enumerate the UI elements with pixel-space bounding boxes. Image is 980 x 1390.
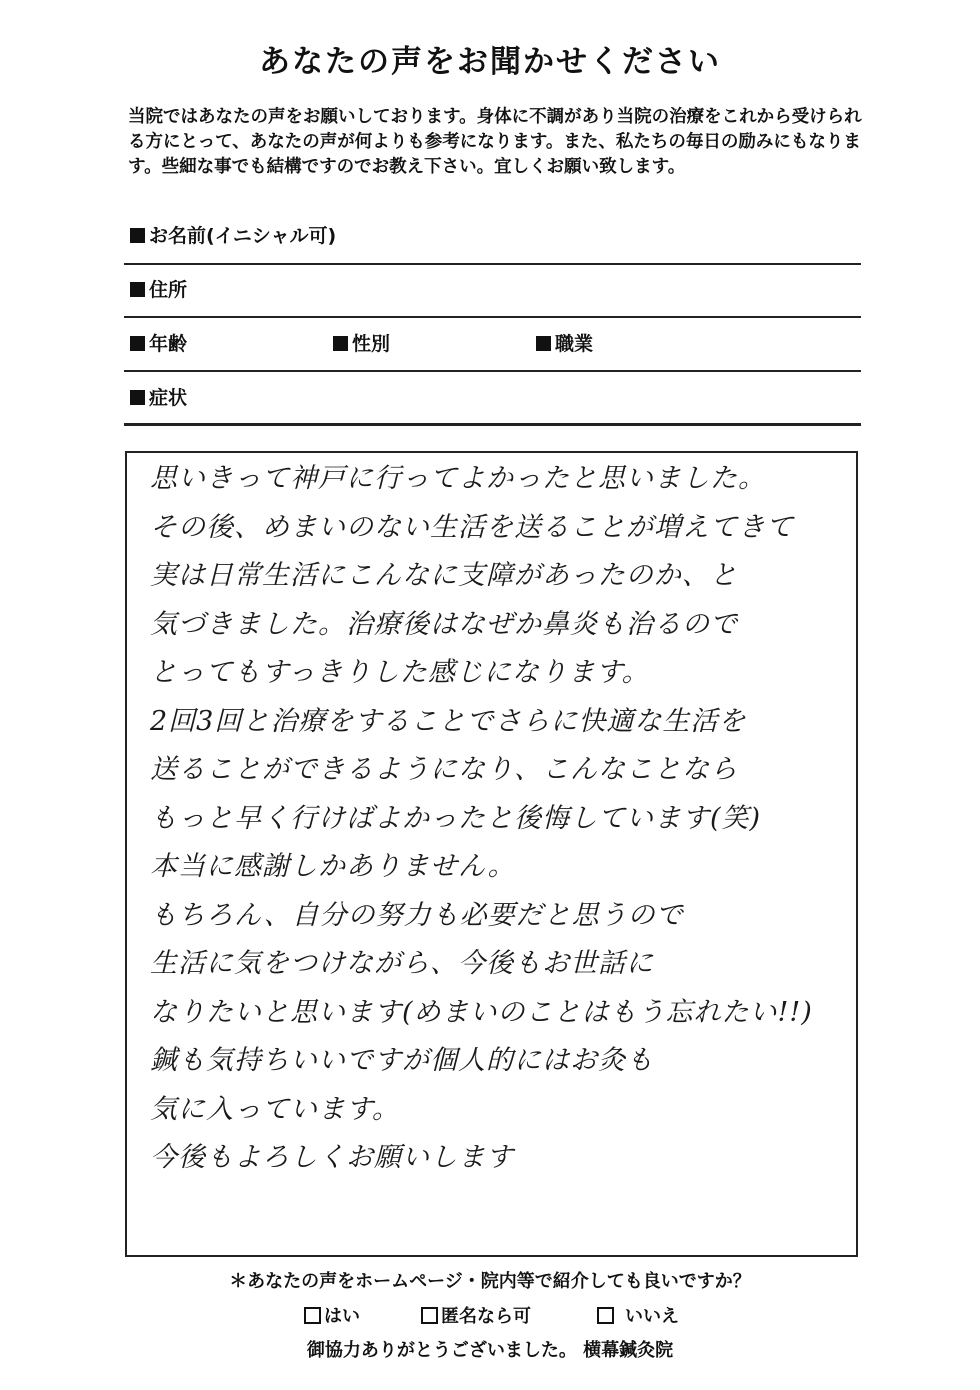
address-field-label: 住所 [130, 278, 187, 302]
symptoms-rule [124, 423, 861, 426]
handwritten-line: 今後もよろしくお願いします [150, 1142, 514, 1173]
consent-option-anonymous[interactable]: 匿名なら可 [421, 1302, 531, 1328]
handwritten-line: 送ることができるようになり、こんなことなら [150, 754, 738, 785]
handwritten-line: 鍼も気持ちいいですが個人的にはお灸も [150, 1045, 654, 1076]
handwritten-line: その後、めまいのない生活を送ることが増えてきて [150, 511, 794, 543]
square-bullet-icon [333, 336, 348, 351]
square-bullet-icon [130, 228, 145, 243]
checkbox-icon[interactable] [304, 1307, 321, 1324]
age-gender-occupation-rule [124, 370, 861, 372]
handwritten-line: 思いきって神戸に行ってよかったと思いました。 [150, 463, 766, 494]
handwritten-line: 生活に気をつけながら、今後もお世話に [150, 948, 654, 979]
handwritten-line: 気づきました。治療後はなぜか鼻炎も治るので [150, 608, 738, 640]
handwritten-line: 2回3回と治療をすることでさらに快適な生活を [150, 705, 747, 737]
square-bullet-icon [130, 390, 145, 405]
handwritten-line: 本当に感謝しかありません。 [150, 851, 516, 882]
handwritten-line: もちろん、自分の努力も必要だと思うので [150, 899, 684, 931]
page-title: あなたの声をお聞かせください [259, 44, 721, 80]
intro-text: 当院ではあなたの声をお願いしております。身体に不調があり当院の治療をこれから受けられる方にとって、あなたの声が何よりも参考になります。また、私たちの毎日の励みにもなります。些細な事でも結構ですのでお教え下さい。宜しくお願い致します。 [128, 107, 862, 177]
handwritten-line: 気に入っています。 [150, 1093, 400, 1125]
symptoms-field-label: 症状 [130, 386, 187, 410]
gender-field-label: 性別 [333, 332, 390, 356]
thanks-footer: 御協力ありがとうございました。 横幕鍼灸院 [306, 1340, 674, 1361]
consent-question: ＊あなたの声をホームページ・院内等で紹介しても良いですか？ [229, 1271, 751, 1292]
name-rule [124, 263, 861, 265]
address-rule [124, 316, 861, 318]
consent-option-no[interactable]: いいえ [597, 1302, 679, 1328]
name-field-label: お名前(イニシャル可) [130, 224, 336, 248]
handwritten-line: もっと早く行けばよかったと後悔しています(笑) [150, 802, 762, 834]
square-bullet-icon [536, 336, 551, 351]
handwritten-line: とってもすっきりした感じになります。 [150, 657, 650, 688]
handwritten-line: なりたいと思います(めまいのことはもう忘れたい!!) [150, 996, 813, 1028]
age-field-label: 年齢 [130, 332, 187, 356]
square-bullet-icon [130, 282, 145, 297]
handwritten-line: 実は日常生活にこんなに支障があったのか、と [150, 560, 738, 591]
occupation-field-label: 職業 [536, 332, 593, 356]
handwritten-answer [150, 455, 850, 1183]
square-bullet-icon [130, 336, 145, 351]
checkbox-icon[interactable] [421, 1307, 438, 1324]
checkbox-icon[interactable] [597, 1307, 614, 1324]
consent-option-yes[interactable]: はい [304, 1302, 360, 1328]
